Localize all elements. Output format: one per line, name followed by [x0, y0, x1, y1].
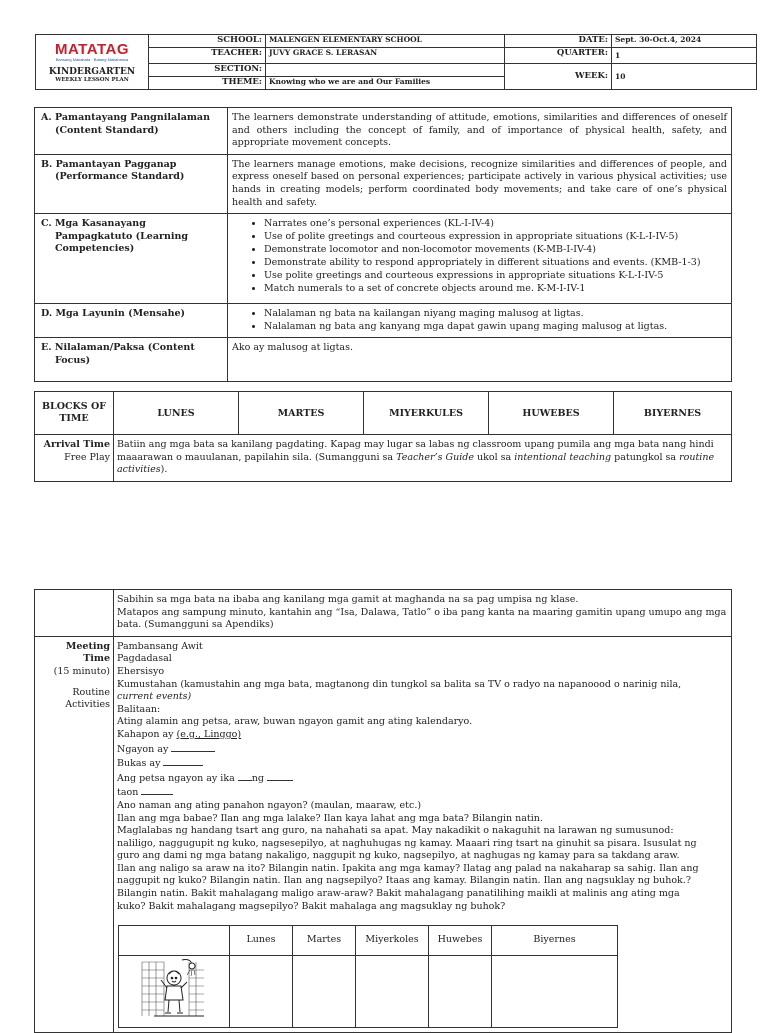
meeting-time-cell — [35, 636, 114, 1032]
week-label: WEEK: — [505, 63, 612, 89]
blocks-head-line2: TIME — [59, 413, 89, 424]
tomorrow-line — [117, 756, 728, 771]
objectives-label: D. Mga Layunin (Mensahe) — [35, 304, 228, 338]
bathing-child-illustration — [134, 956, 214, 1022]
competency-item: • Demonstrate ability to respond appropriately in different situations and events. (KMB-1-3) — [264, 256, 727, 269]
chart-day-biyernes: Biyernes — [492, 926, 618, 956]
performance-standard-sub: (Performance Standard) — [55, 171, 185, 183]
matatag-logo: MATATAG — [54, 40, 130, 58]
year-line — [117, 785, 728, 800]
logo-cell — [36, 35, 149, 90]
logo-tagline: Bansang Makabata · Batang Makabansa — [55, 56, 129, 62]
chart-day-lunes: Lunes — [230, 926, 293, 956]
routine-line: guro ang dami ng mga batang nakaligo, naggupit ng kuko, nagsepilyo, at naghugas ng kamay para sa takdang araw. — [117, 850, 680, 862]
routine-line: Pagdadasal — [117, 653, 172, 665]
routine-line: Ehersisyo — [117, 665, 165, 677]
chart-cell — [293, 956, 356, 1028]
level-label: KINDERGARTEN — [48, 66, 136, 77]
yesterday-example: (e.g., Linggo) — [176, 728, 242, 740]
day-header-miyerkules: MIYERKULES — [364, 392, 489, 435]
day-header-martes: MARTES — [239, 392, 364, 435]
teacher-value: JUVY GRACE S. LERASAN — [266, 48, 505, 64]
arrival-time-text — [114, 435, 732, 482]
content-focus-text: Ako ay malusog at ligtas. — [228, 338, 732, 382]
blocks-of-time-header — [35, 392, 114, 435]
routine-line: Ano naman ang ating panahon ngayon? (maulan, maaraw, etc.) — [117, 799, 422, 811]
page2-table — [34, 589, 732, 1033]
today-label: Ngayon ay — [117, 743, 169, 755]
school-label: SCHOOL: — [149, 35, 266, 48]
theme-label: THEME: — [149, 76, 266, 89]
content-standard-title: A. Pamantayang Pangnilalaman — [41, 112, 210, 123]
routine-line: Balitaan: — [117, 703, 161, 715]
today-line — [117, 742, 728, 757]
chart-cell — [429, 956, 492, 1028]
routine-line: Ating alamin ang petsa, araw, buwan ngayon gamit ang ating kalendaryo. — [117, 716, 473, 728]
date-label: DATE: — [505, 35, 612, 48]
section-value — [266, 63, 505, 76]
objectives-list-cell — [228, 304, 732, 338]
arrival-text-part: Batiin ang mga bata sa kanilang pagdating. Kapag may lugar sa labas ng classroom upang pumila ang mga bata nang hindi maaarawan o mauulanan, papilahin sila. (Sumangguni sa — [117, 439, 714, 463]
performance-standard-title: B. Pamantayan Pagganap — [41, 158, 177, 170]
arrival-text-italic: intentional teaching — [514, 451, 612, 463]
objective-item: • Nalalaman ng bata na kailangan niyang maging malusog at ligtas. — [264, 307, 727, 320]
content-standard-text: The learners demonstrate understanding of attitude, emotions, similarities and differences of oneself and others including the concept of family, and of importance of physical health, safety, and appropriate movement concepts. — [228, 108, 732, 155]
chart-corner-cell — [119, 926, 230, 956]
performance-standard-text: The learners manage emotions, make decisions, recognize similarities and differences of people, and express oneself based on personal experiences; participate actively in various physical activities; use hands in creating models; perform coordinated body movements; and take care of one’s physical health and safety. — [228, 154, 732, 213]
content-standard-label — [35, 108, 228, 155]
day-blank — [238, 771, 252, 781]
arrival-text-italic: Teacher’s Guide — [396, 451, 474, 463]
spacer — [38, 679, 110, 687]
today-blank — [171, 742, 215, 752]
competency-item: • Use polite greetings and courteous expressions in appropriate situations K-L-I-IV-5 — [264, 269, 727, 282]
school-value: MALENGEN ELEMENTARY SCHOOL — [266, 35, 505, 48]
content-focus-title: E. Nilalaman/Paksa (Content — [41, 342, 195, 354]
arrival-text-italic: routine activities — [117, 451, 715, 476]
objective-item: • Nalalaman ng bata ang kanyang mga dapat gawin upang maging malusog at ligtas. — [264, 320, 727, 333]
bathing-picture-cell — [119, 956, 230, 1028]
content-focus-sub: Focus) — [55, 354, 91, 366]
quarter-value: 1 — [612, 48, 757, 64]
year-blank — [141, 785, 173, 795]
continuation-label-cell — [35, 590, 114, 637]
date-line-ng: ng — [251, 772, 264, 784]
chart-cell — [230, 956, 293, 1028]
chart-day-martes: Martes — [293, 926, 356, 956]
hygiene-chart-table — [118, 925, 618, 1028]
content-focus-label — [35, 338, 228, 382]
competency-item: • Narrates one’s personal experiences (KL-I-IV-4) — [264, 217, 727, 230]
competency-item: • Use of polite greetings and courteous expression in appropriate situations (K-L-I-IV-5) — [264, 230, 727, 243]
section-label: SECTION: — [149, 63, 266, 76]
day-header-biyernes: BIYERNES — [614, 392, 732, 435]
competency-item: • Demonstrate locomotor and non-locomotor movements (K-MB-I-IV-4) — [264, 243, 727, 256]
competency-item: • Match numerals to a set of concrete objects around me. K-M-I-IV-1 — [264, 282, 727, 295]
meeting-content-cell — [114, 636, 732, 1032]
free-play-label: Free Play — [64, 451, 110, 463]
blocks-block — [34, 391, 732, 482]
routine-line: Ilan ang mga babae? Ilan ang mga lalake? Ilan kaya lahat ang mga bata? Bilangin natin. — [117, 812, 543, 824]
theme-value: Knowing who we are and Our Families — [266, 76, 505, 89]
arrival-time-cell — [35, 435, 114, 482]
blocks-table — [34, 391, 732, 482]
date-line — [117, 771, 728, 786]
header-block — [35, 34, 757, 90]
plan-type-label: WEEKLY LESSON PLAN — [55, 76, 129, 83]
routine-label: Routine — [72, 686, 110, 698]
competencies-list — [232, 217, 727, 295]
routine-line: Maglalabas ng handang tsart ang guro, na nahahati sa apat. May nakadikit o nakaguhit na larawan ng sumusunod: — [117, 825, 674, 837]
competencies-sub2: Competencies) — [55, 243, 135, 255]
routine-line: kuko? Bakit mahalagang magsepilyo? Bakit mahalaga ang magsuklay ng buhok? — [117, 900, 506, 912]
meeting-label: Meeting — [65, 640, 110, 652]
arrival-text-part: ). — [160, 464, 168, 476]
continuation-line: Matapos ang sampung minuto, kantahin ang “Isa, Dalawa, Tatlo” o iba pang kanta na maaring gamitin upang umupo ang mga bata. (Sumangguni sa Apendiks) — [117, 606, 727, 631]
arrival-text-part: patungkol sa — [611, 451, 680, 463]
standards-block — [34, 107, 732, 382]
week-value: 10 — [612, 63, 757, 89]
performance-standard-label — [35, 154, 228, 213]
yesterday-line — [117, 729, 728, 742]
header-table — [35, 34, 757, 90]
continuation-line: Sabihin sa mga bata na ibaba ang kanilang mga gamit at maghanda na sa pag umpisa ng klase. — [117, 594, 579, 605]
competencies-sub1: Pampagkatuto (Learning — [55, 230, 189, 242]
competencies-title: C. Mga Kasanayang — [41, 218, 146, 230]
chart-day-huwebes: Huwebes — [429, 926, 492, 956]
routine-line: naliligo, naggugupit ng kuko, nagsesepilyo, at naghuhugas ng kamay. Maaari ring tsart na ginuhit sa pisara. Isusulat ng — [117, 837, 697, 849]
routine-line: Bilangin natin. Bakit mahalagang maligo araw-araw? Bakit mahalagang panatilihing maikli at malinis ang ating mga — [117, 888, 680, 900]
routine-line: current events) — [117, 691, 192, 703]
blocks-head-line1: BLOCKS OF — [42, 401, 106, 412]
chart-cell — [356, 956, 429, 1028]
arrival-text-part: ukol sa — [473, 451, 515, 463]
tomorrow-label: Bukas ay — [117, 758, 161, 770]
yesterday-label: Kahapon ay — [117, 728, 177, 740]
day-header-huwebes: HUWEBES — [489, 392, 614, 435]
year-label: taon — [117, 787, 139, 799]
date-line-label: Ang petsa ngayon ay ika — [117, 772, 238, 784]
routine-line: Kumustahan (kamustahin ang mga bata, magtanong din tungkol sa balita sa TV o radyo na napanoood o narinig nila, — [117, 678, 682, 690]
standards-table — [34, 107, 732, 382]
month-blank — [267, 771, 293, 781]
arrival-time-label: Arrival Time — [43, 439, 110, 450]
meeting-duration: (15 minuto) — [53, 665, 110, 677]
competencies-list-cell — [228, 214, 732, 304]
date-value: Sept. 30-Oct.4, 2024 — [612, 35, 757, 48]
teacher-label: TEACHER: — [149, 48, 266, 64]
meeting-time-label: Time — [83, 653, 110, 665]
routine-line: Pambansang Awit — [117, 640, 203, 652]
continuation-text-cell — [114, 590, 732, 637]
activities-label: Activities — [65, 699, 110, 711]
tomorrow-blank — [163, 756, 203, 766]
page2-block — [34, 589, 732, 1033]
routine-line: naggupit ng kuko? Bilangin natin. Ilan ang nagsepilyo? Itaas ang kamay. Bilangin natin. Ilan ang nagsuklay ng buhok.? — [117, 875, 691, 887]
routine-line: Ilan ang naligo sa araw na ito? Bilangin natin. Ipakita ang mga kamay? Ilatag ang palad na nakaharap sa sahig. Ilan ang — [117, 862, 699, 874]
objectives-list — [232, 307, 727, 333]
quarter-label: QUARTER: — [505, 48, 612, 64]
chart-day-miyerkoles: Miyerkoles — [356, 926, 429, 956]
chart-cell — [492, 956, 618, 1028]
competencies-label — [35, 214, 228, 304]
content-standard-sub: (Content Standard) — [55, 124, 159, 136]
day-header-lunes: LUNES — [114, 392, 239, 435]
